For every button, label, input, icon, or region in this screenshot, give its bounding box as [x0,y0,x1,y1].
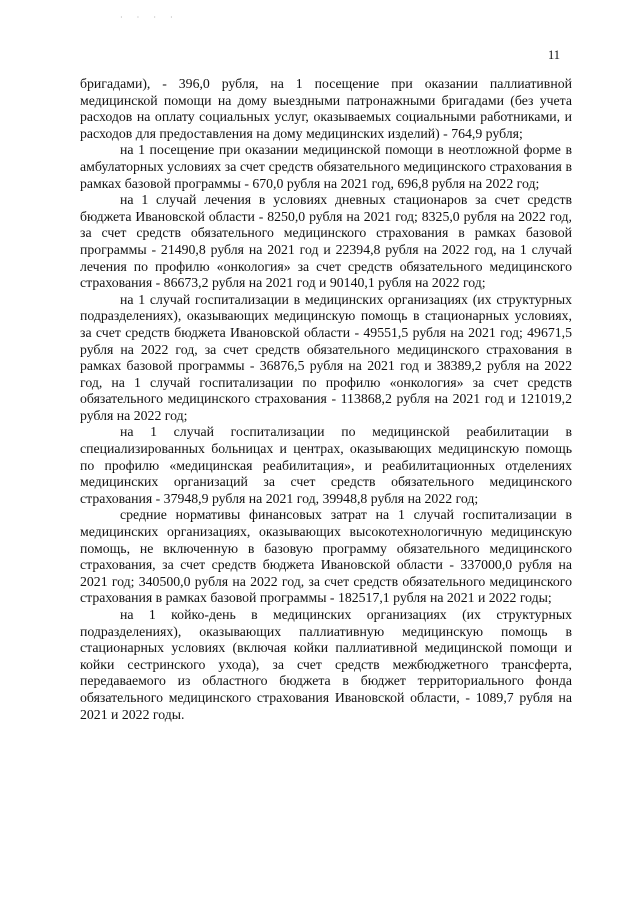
paragraph-emergency-visit: на 1 посещение при оказании медицинской помощи в неотложной форме в амбулаторных условиях за счет средств обязательного медицинского страхования в рамках базовой программы - 670,0 рубля на 2021 год, 696,8 рубля на 2022 год; [80,142,572,191]
paragraph-rehabilitation: на 1 случай госпитализации по медицинской реабилитации в специализированных больницах и центрах, оказывающих медицинскую помощь по профилю «медицинская реабилитация», и реабилитационных отделениях медицинских организаций за счет средств обязательного медицинского страхования - 37948,9 рубля на 2021 год, 39948,8 рубля на 2022 год; [80,424,572,506]
scan-marks: · · · · [120,13,179,22]
paragraph-hospitalization: на 1 случай госпитализации в медицинских организациях (их структурных подразделениях), оказывающих медицинскую помощь в стационарных условиях, за счет средств бюджета Ивановской области - 49551,5 рубля на 2021 год; 49671,5 рубля на 2022 год, за счет средств обязательного медицинского страхования в рамках базовой программы - 36876,5 рубля на 2021 год и 38389,2 рубля на 2022 год, на 1 случай госпитализации по профилю «онкология» за счет средств обязательного медицинского страхования - 113868,2 рубля на 2021 год и 121019,2 рубля на 2022 год; [80,291,572,423]
paragraph-high-tech-care: средние нормативы финансовых затрат на 1 случай госпитализации в медицинских организациях, оказывающих высокотехнологичную медицинскую помощь, не включенную в базовую программу обязательного медицинского страхования, за счет средств бюджета Ивановской области - 337000,0 рубля на 2021 год; 340500,0 рубля на 2022 год, за счет средств обязательного медицинского страхования в рамках базовой программы - 182517,1 рубля на 2021 и 2022 годы; [80,507,572,606]
page-number: 11 [547,48,560,62]
paragraph-palliative-bed-day: на 1 койко-день в медицинских организациях (их структурных подразделениях), оказывающих паллиативную медицинскую помощь в стационарных условиях (включая койки паллиативной медицинской помощи и койки сестринского ухода), за счет средств межбюджетного трансферта, передаваемого из областного бюджета в бюджет территориального фонда обязательного медицинского страхования Ивановской области, - 1089,7 рубля на 2021 и 2022 годы. [80,607,572,722]
document-body [80,76,572,723]
paragraph-continuation: бригадами), - 396,0 рубля, на 1 посещение при оказании паллиативной медицинской помощи на дому выездными патронажными бригадами (без учета расходов на оплату социальных услуг, оказываемых социальными работниками, и расходов для предоставления на дому медицинских изделий) - 764,9 рубля; [80,76,572,141]
paragraph-day-hospital: на 1 случай лечения в условиях дневных стационаров за счет средств бюджета Ивановской области - 8250,0 рубля на 2021 год; 8325,0 рубля на 2022 год, за счет средств обязательного медицинского страхования в рамках базовой программы - 21490,8 рубля на 2021 год и 22394,8 рубля на 2022 год, на 1 случай лечения по профилю «онкология» за счет средств обязательного медицинского страхования - 86673,2 рубля на 2021 год и 90140,1 рубля на 2022 год; [80,192,572,291]
